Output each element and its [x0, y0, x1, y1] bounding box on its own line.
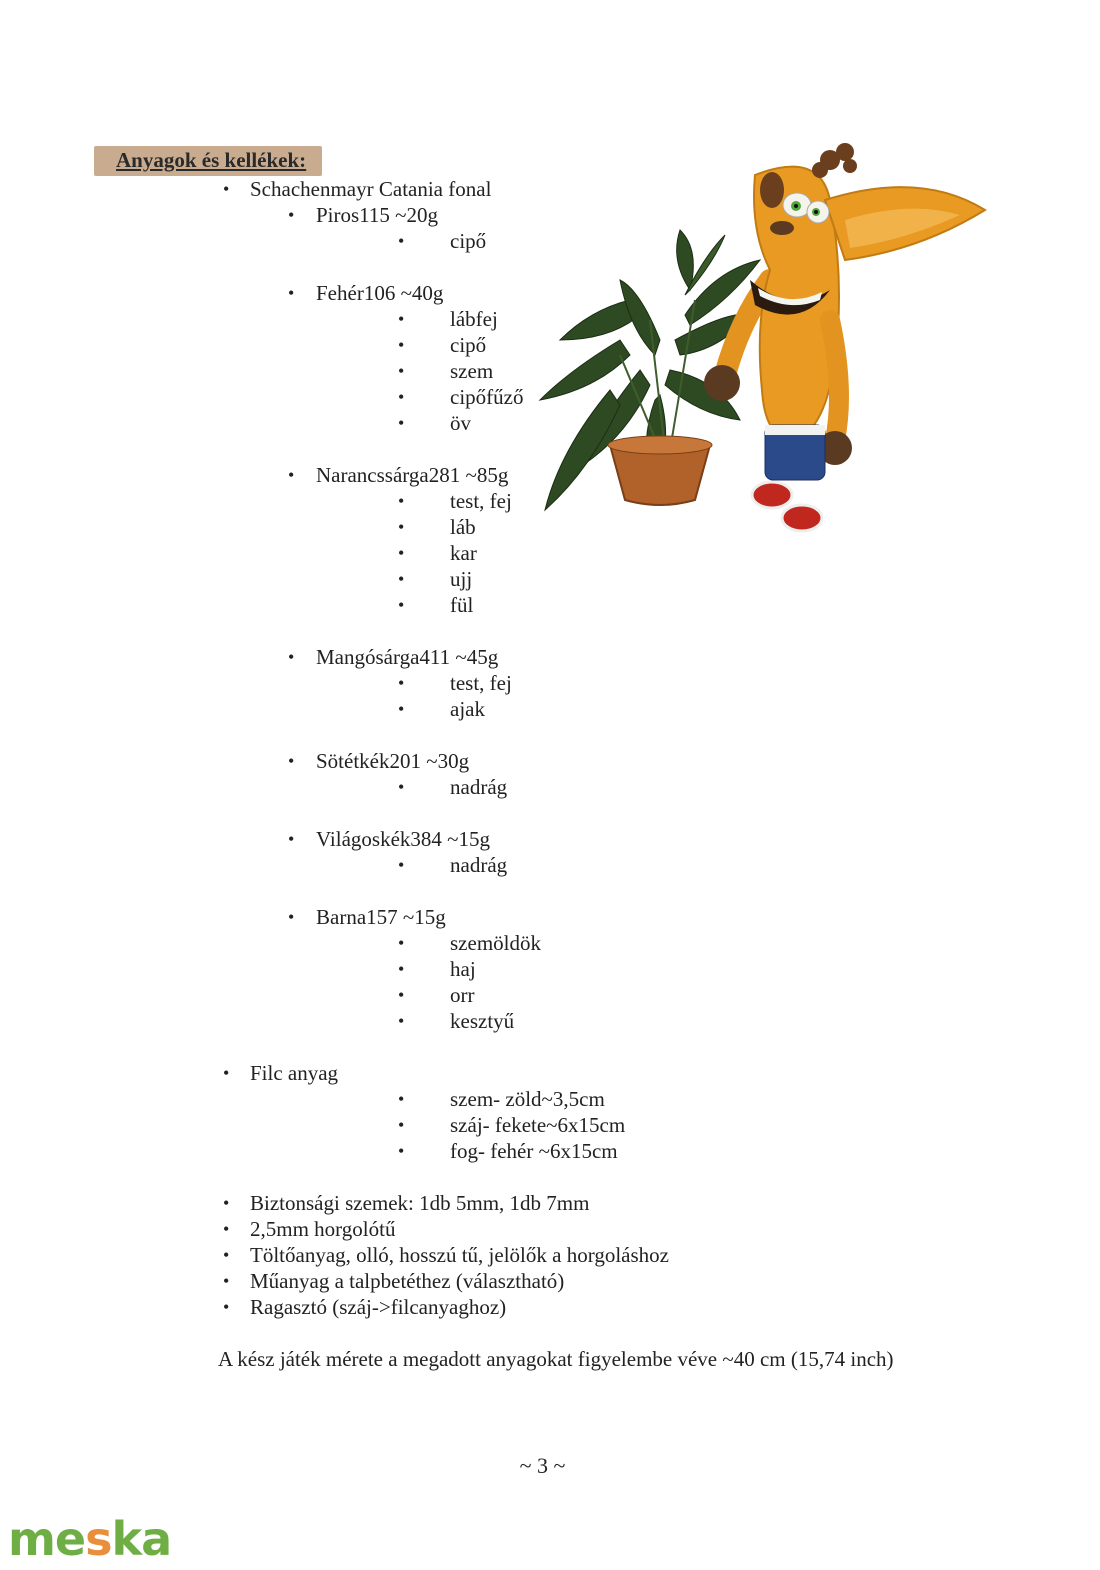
- supply-item: 2,5mm horgolótű: [250, 1217, 396, 1241]
- bullet: •: [288, 283, 295, 303]
- size-note: A kész játék mérete a megadott anyagokat figyelembe véve ~40 cm (15,74 inch): [218, 1347, 894, 1371]
- pot-rim: [608, 436, 712, 454]
- toy-glove-left: [704, 365, 740, 401]
- toy-eyebrow: [760, 172, 784, 208]
- felt-item: fog- fehér ~6x15cm: [450, 1139, 618, 1163]
- yarn-color: Fehér106 ~40g: [316, 281, 444, 305]
- bullet: •: [398, 335, 405, 355]
- yarn-label: Schachenmayr Catania fonal: [250, 177, 492, 201]
- yarn-use: nadrág: [450, 853, 508, 877]
- section-heading: Anyagok és kellékek:: [116, 148, 307, 172]
- yarn-use: test, fej: [450, 671, 512, 695]
- supply-item: Műanyag a talpbetéthez (választható): [250, 1269, 565, 1293]
- yarn-use: kesztyű: [450, 1009, 515, 1033]
- bullet: •: [398, 855, 405, 875]
- bullet: •: [398, 543, 405, 563]
- bullet: •: [398, 491, 405, 511]
- yarn-use: fül: [450, 593, 474, 617]
- bullet: •: [223, 179, 230, 199]
- yarn-use: lábfej: [450, 307, 498, 331]
- bullet: •: [398, 777, 405, 797]
- bullet: •: [398, 1011, 405, 1031]
- toy-shoe-left: [752, 482, 792, 508]
- supply-item: Ragasztó (száj->filcanyaghoz): [250, 1295, 507, 1319]
- toy-arm-right: [830, 320, 839, 440]
- bullet: •: [398, 309, 405, 329]
- yarn-use: orr: [450, 983, 475, 1007]
- bullet: •: [223, 1193, 230, 1213]
- bullet: •: [398, 361, 405, 381]
- bullet: •: [288, 205, 295, 225]
- section-heading-bg: [94, 146, 322, 176]
- bullet: •: [288, 647, 295, 667]
- toy-shoe-right: [782, 505, 822, 531]
- bullet: •: [398, 595, 405, 615]
- yarn-use: szem: [450, 359, 494, 383]
- toy-nose: [770, 221, 794, 235]
- yarn-color: Narancssárga281 ~85g: [316, 463, 509, 487]
- bullet: •: [398, 1089, 405, 1109]
- bullet: •: [288, 829, 295, 849]
- yarn-color: Barna157 ~15g: [316, 905, 446, 929]
- yarn-color: Piros115 ~20g: [316, 203, 439, 227]
- felt-label: Filc anyag: [250, 1061, 339, 1085]
- yarn-use: nadrág: [450, 775, 508, 799]
- yarn-use: ajak: [450, 697, 485, 721]
- yarn-use: ujj: [450, 567, 473, 591]
- meska-logo: meska: [8, 1512, 172, 1566]
- bullet: •: [398, 959, 405, 979]
- yarn-use: kar: [450, 541, 477, 565]
- bullet: •: [288, 907, 295, 927]
- yarn-use: cipőfűző: [450, 385, 524, 409]
- supply-item: Töltőanyag, olló, hosszú tű, jelölők a horgoláshoz: [250, 1243, 669, 1267]
- bullet: •: [223, 1297, 230, 1317]
- bullet: •: [398, 387, 405, 407]
- bullet: •: [223, 1271, 230, 1291]
- bullet: •: [223, 1063, 230, 1083]
- supply-item: Biztonsági szemek: 1db 5mm, 1db 7mm: [250, 1191, 590, 1215]
- yarn-use: test, fej: [450, 489, 512, 513]
- yarn-use: cipő: [450, 333, 487, 357]
- yarn-use: szemöldök: [450, 931, 541, 955]
- bullet: •: [398, 699, 405, 719]
- toy-hair: [812, 143, 857, 178]
- bullet: •: [288, 465, 295, 485]
- bullet: •: [223, 1219, 230, 1239]
- bullet: •: [398, 569, 405, 589]
- bullet: •: [398, 517, 405, 537]
- bullet: •: [398, 1115, 405, 1135]
- bullet: •: [398, 933, 405, 953]
- bullet: •: [288, 751, 295, 771]
- toy-photo: [500, 140, 990, 540]
- bullet: •: [398, 1141, 405, 1161]
- yarn-color: Világoskék384 ~15g: [316, 827, 490, 851]
- yarn-use: cipő: [450, 229, 487, 253]
- yarn-use: haj: [450, 957, 476, 981]
- bullet: •: [398, 985, 405, 1005]
- yarn-color: Sötétkék201 ~30g: [316, 749, 470, 773]
- bullet: •: [223, 1245, 230, 1265]
- felt-item: szem- zöld~3,5cm: [450, 1087, 605, 1111]
- yarn-use: láb: [450, 515, 476, 539]
- bullet: •: [398, 673, 405, 693]
- yarn-color: Mangósárga411 ~45g: [316, 645, 499, 669]
- bullet: •: [398, 413, 405, 433]
- yarn-use: öv: [450, 411, 471, 435]
- page-number: ~ 3 ~: [519, 1453, 566, 1478]
- felt-item: száj- fekete~6x15cm: [450, 1113, 626, 1137]
- bullet: •: [398, 231, 405, 251]
